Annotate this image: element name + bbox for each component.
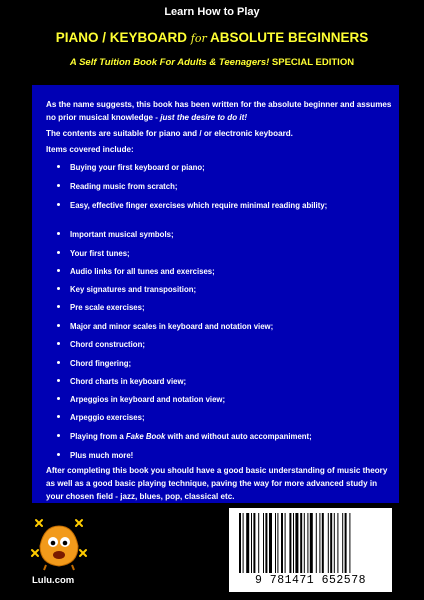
list-item-text: Major and minor scales in keyboard and notation view; (70, 322, 274, 331)
list-item (70, 394, 388, 405)
barcode-bar (281, 513, 283, 573)
publisher-name: Lulu.com (32, 575, 75, 586)
list-item-text: Chord fingering; (70, 359, 132, 368)
list-item (70, 229, 388, 240)
barcode-bar (342, 513, 343, 573)
list-item-text: Your first tunes; (70, 249, 130, 258)
list-item (70, 450, 388, 461)
list-item-text: Pre scale exercises; (70, 303, 145, 312)
list-item (70, 412, 388, 423)
barcode-bar (328, 513, 329, 573)
barcode-bar (322, 513, 324, 573)
list-item-text: Plus much more! (70, 451, 134, 460)
suitable-paragraph: The contents are suitable for piano and / or electronic keyboard. (46, 129, 293, 138)
barcode-bar (304, 513, 305, 573)
list-item-text: Easy, effective finger exercises which require minimal reading ability; (70, 201, 328, 210)
list-item (70, 321, 388, 332)
barcode-bar (285, 513, 286, 573)
bullet-icon (57, 415, 60, 418)
isbn-barcode (229, 508, 392, 592)
barcode-bar (319, 513, 320, 573)
title-part-a: PIANO / KEYBOARD (55, 30, 191, 45)
barcode-bar (316, 513, 317, 573)
list-item-text: Arpeggios in keyboard and notation view; (70, 395, 226, 404)
list-item (70, 181, 388, 192)
list-item (70, 431, 388, 442)
list-item (70, 200, 388, 211)
list-item (70, 248, 388, 259)
list-item (70, 284, 388, 295)
bullet-icon (57, 361, 60, 364)
barcode-bar (300, 513, 302, 573)
list-item-text: Chord charts in keyboard view; (70, 377, 187, 386)
title-part-b: ABSOLUTE BEGINNERS (206, 30, 369, 45)
barcode-bar (349, 513, 350, 573)
bullet-icon (57, 232, 60, 235)
barcode-bar (246, 513, 249, 573)
list-item-text: Key signatures and transposition; (70, 285, 197, 294)
list-item-text: Buying your first keyboard or piano; (70, 163, 205, 172)
bullet-icon (57, 165, 60, 168)
lulu-mascot-logo (28, 512, 90, 574)
barcode-bar (265, 513, 267, 573)
list-item (70, 376, 388, 387)
bullet-icon (57, 453, 60, 456)
bullet-icon (57, 342, 60, 345)
barcode-bar (263, 513, 264, 573)
closing-paragraph: After completing this book you should have a good basic understanding of music theory as well as a good basic playing technique, paving the way for more advanced study in your chosen field - jazz, blues, pop, classical etc. (46, 466, 388, 501)
bullet-icon (57, 379, 60, 382)
list-item-text: Audio links for all tunes and exercises; (70, 267, 215, 276)
list-item (70, 302, 388, 313)
barcode-bars (239, 513, 382, 573)
barcode-bar (258, 513, 259, 573)
barcode-bar (239, 513, 241, 573)
intro-emphasis: just the desire to do it! (160, 113, 248, 122)
bullet-icon (57, 203, 60, 206)
barcode-bar (330, 513, 332, 573)
title-for: for (190, 32, 207, 45)
barcode-bar (293, 513, 294, 573)
intro-text: As the name suggests, this book has been written for the absolute beginner and assumes no prior musical knowledge - (46, 100, 392, 122)
bullet-icon (57, 287, 60, 290)
list-item-text: Playing from a Fake Book with and without auto accompaniment; (70, 432, 312, 441)
barcode-bar (334, 513, 335, 573)
barcode-number: 9 781471 652578 (254, 574, 367, 587)
bullet-icon (57, 269, 60, 272)
barcode-bar (307, 513, 308, 573)
list-item-text: Important musical symbols; (70, 230, 174, 239)
barcode-bar (310, 513, 313, 573)
list-item (70, 358, 388, 369)
bullet-icon (57, 434, 60, 437)
subtitle-tagline: A Self Tuition Book For Adults & Teenagers! (69, 57, 270, 68)
barcode-bar (277, 513, 278, 573)
bullet-icon (57, 324, 60, 327)
list-item-text: Chord construction; (70, 340, 145, 349)
bullet-icon (57, 305, 60, 308)
bullet-icon (57, 397, 60, 400)
subtitle-edition: SPECIAL EDITION (269, 57, 355, 68)
header-learn-how: Learn How to Play (164, 6, 260, 18)
bullet-icon (57, 251, 60, 254)
barcode-bar (275, 513, 276, 573)
items-heading: Items covered include: (46, 145, 134, 154)
barcode-bar (295, 513, 298, 573)
barcode-bar (269, 513, 272, 573)
list-item (70, 266, 388, 277)
barcode-bar (337, 513, 338, 573)
barcode-bar (253, 513, 255, 573)
list-item (70, 162, 388, 173)
barcode-bar (243, 513, 244, 573)
list-item-text: Reading music from scratch; (70, 182, 178, 191)
list-item (70, 339, 388, 350)
list-item-text: Arpeggio exercises; (70, 413, 145, 422)
barcode-bar (251, 513, 252, 573)
barcode-bar (289, 513, 291, 573)
bullet-icon (57, 184, 60, 187)
barcode-bar (345, 513, 347, 573)
